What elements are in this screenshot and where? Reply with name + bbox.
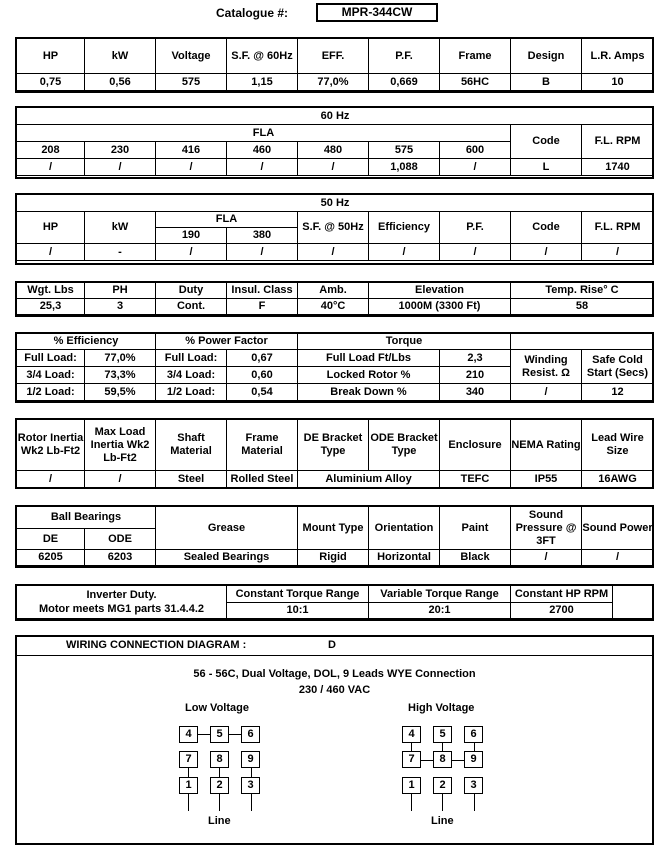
insul-class-value: F (227, 299, 298, 315)
hz50-kw-header: kW (85, 212, 156, 244)
hz50-value: / (227, 244, 298, 261)
hz60-code-header: Code (511, 125, 582, 159)
ode-bearing-header: ODE (85, 529, 156, 550)
inverter-mg1-note: Motor meets MG1 parts 31.4.4.2 (38, 603, 205, 615)
performance-table (16, 333, 654, 401)
pf-34-label: 3/4 Load: (156, 367, 227, 384)
design-header: Design (511, 39, 582, 74)
constant-hp-header: Constant HP RPM (511, 586, 613, 603)
hz50-table (16, 194, 654, 261)
ball-bearings-header: Ball Bearings (17, 507, 156, 529)
torque-full-label: Full Load Ft/Lbs (298, 350, 440, 367)
eff-34-label: 3/4 Load: (17, 367, 85, 384)
power-factor-header: % Power Factor (156, 334, 298, 350)
inverter-duty-note (17, 586, 227, 619)
hz60-table (16, 107, 654, 176)
hz50-pf-header: P.F. (440, 212, 511, 244)
high-line-label: Line (431, 815, 454, 827)
low-terminal-8: 8 (210, 751, 229, 768)
eff-full-value: 77,0% (85, 350, 156, 367)
hz50-value: / (582, 244, 654, 261)
wiring-diagram-code: D (328, 639, 336, 651)
hz50-value: / (156, 244, 227, 261)
hz50-value: - (85, 244, 156, 261)
eff-half-value: 59,5% (85, 384, 156, 401)
hz50-value: / (298, 244, 369, 261)
low-terminal-7: 7 (179, 751, 198, 768)
sound-power-value: / (582, 550, 654, 566)
break-down-label: Break Down % (298, 384, 440, 401)
wiring-voltage: 230 / 460 VAC (298, 684, 371, 696)
hp-value: 0,75 (17, 74, 85, 91)
bearings-table (16, 506, 654, 566)
high-terminal-1: 1 (402, 777, 421, 794)
sf60-value: 1,15 (227, 74, 298, 91)
low-link-5-6 (229, 734, 241, 735)
catalogue-number: MPR-344CW (316, 3, 438, 22)
max-load-inertia-header: Max Load Inertia Wk2 Lb-Ft2 (85, 420, 156, 471)
hz60-fla-value: / (85, 159, 156, 176)
hz60-voltage: 460 (227, 142, 298, 159)
hz50-value: / (17, 244, 85, 261)
phase-header: PH (85, 283, 156, 299)
orientation-value: Horizontal (369, 550, 440, 566)
high-terminal-3: 3 (464, 777, 483, 794)
hz50-value: / (369, 244, 440, 261)
locked-rotor-label: Locked Rotor % (298, 367, 440, 384)
pf-half-value: 0,54 (227, 384, 298, 401)
hz50-rpm-header: F.L. RPM (582, 212, 654, 244)
enclosure-header: Enclosure (440, 420, 511, 471)
lead-wire-value: 16AWG (582, 471, 654, 488)
de-bearing-header: DE (17, 529, 85, 550)
hz50-voltage-190: 190 (156, 228, 227, 244)
torque-full-value: 2,3 (440, 350, 511, 367)
low-terminal-1: 1 (179, 777, 198, 794)
duty-value: Cont. (156, 299, 227, 315)
elevation-value: 1000M (3300 Ft) (369, 299, 511, 315)
high-terminal-7: 7 (402, 751, 421, 768)
insul-class-header: Insul. Class (227, 283, 298, 299)
high-voltage-label: High Voltage (408, 702, 475, 714)
eff-full-label: Full Load: (17, 350, 85, 367)
enclosure-value: TEFC (440, 471, 511, 488)
hz60-fla-value: / (17, 159, 85, 176)
frame-material-value: Rolled Steel (227, 471, 298, 488)
hz60-fla-value: 1,088 (369, 159, 440, 176)
max-load-inertia-value: / (85, 471, 156, 488)
winding-resist-label: Winding Resist. Ω (511, 350, 582, 384)
hz60-rpm-value: 1740 (582, 159, 654, 176)
hz60-voltage: 600 (440, 142, 511, 159)
paint-value: Black (440, 550, 511, 566)
wiring-title-divider (16, 655, 653, 656)
variable-torque-header: Variable Torque Range (369, 586, 511, 603)
high-terminal-9: 9 (464, 751, 483, 768)
hz60-voltage: 480 (298, 142, 369, 159)
break-down-value: 340 (440, 384, 511, 401)
kw-header: kW (85, 39, 156, 74)
nema-rating-header: NEMA Rating (511, 420, 582, 471)
winding-resist-value: / (511, 384, 582, 401)
low-terminal-6: 6 (241, 726, 260, 743)
temp-rise-header: Temp. Rise° C (511, 283, 654, 299)
hz60-voltage: 575 (369, 142, 440, 159)
torque-header: Torque (298, 334, 511, 350)
sound-power-header: Sound Power (582, 507, 654, 550)
low-line-lead-2 (219, 793, 220, 811)
temp-rise-value: 58 (511, 299, 654, 315)
hz60-fla-header: FLA (17, 125, 511, 142)
kw-value: 0,56 (85, 74, 156, 91)
orientation-header: Orientation (369, 507, 440, 550)
hp-header: HP (17, 39, 85, 74)
hz60-voltage: 416 (156, 142, 227, 159)
hz50-fla-header: FLA (156, 212, 298, 228)
eff-header: EFF. (298, 39, 369, 74)
high-line-lead-1 (411, 793, 412, 811)
high-terminal-6: 6 (464, 726, 483, 743)
locked-rotor-value: 210 (440, 367, 511, 384)
grease-header: Grease (156, 507, 298, 550)
hz60-voltage: 208 (17, 142, 85, 159)
sound-pressure-value: / (511, 550, 582, 566)
shaft-material-value: Steel (156, 471, 227, 488)
voltage-value: 575 (156, 74, 227, 91)
de-bracket-header: DE Bracket Type (298, 420, 369, 471)
high-terminal-5: 5 (433, 726, 452, 743)
frame-material-header: Frame Material (227, 420, 298, 471)
voltage-header: Voltage (156, 39, 227, 74)
hz60-voltage: 230 (85, 142, 156, 159)
efficiency-header: % Efficiency (17, 334, 156, 350)
ratings-table (16, 38, 654, 91)
wiring-subtitle: 56 - 56C, Dual Voltage, DOL, 9 Leads WYE Connection (193, 668, 476, 680)
hz50-code-header: Code (511, 212, 582, 244)
bracket-value: Aluminium Alloy (298, 471, 440, 488)
pf-header: P.F. (369, 39, 440, 74)
shaft-material-header: Shaft Material (156, 420, 227, 471)
eff-half-label: 1/2 Load: (17, 384, 85, 401)
constant-torque-value: 10:1 (227, 603, 369, 619)
performance-blank (511, 334, 654, 350)
high-line-lead-2 (442, 793, 443, 811)
hz50-hp-header: HP (17, 212, 85, 244)
pf-value: 0,669 (369, 74, 440, 91)
mechanical-table (16, 419, 654, 488)
ambient-value: 40°C (298, 299, 369, 315)
hz60-fla-value: / (298, 159, 369, 176)
ode-bracket-header: ODE Bracket Type (369, 420, 440, 471)
hz60-rpm-header: F.L. RPM (582, 125, 654, 159)
constant-hp-value: 2700 (511, 603, 613, 619)
low-terminal-5: 5 (210, 726, 229, 743)
high-terminal-2: 2 (433, 777, 452, 794)
low-line-label: Line (208, 815, 231, 827)
grease-value: Sealed Bearings (156, 550, 298, 566)
hz60-fla-value: / (227, 159, 298, 176)
sf60-header: S.F. @ 60Hz (227, 39, 298, 74)
pf-half-label: 1/2 Load: (156, 384, 227, 401)
wiring-title: WIRING CONNECTION DIAGRAM : (66, 639, 247, 651)
inverter-duty-title: Inverter Duty. (86, 589, 157, 601)
low-line-lead-1 (188, 793, 189, 811)
hz50-sf-header: S.F. @ 50Hz (298, 212, 369, 244)
paint-header: Paint (440, 507, 511, 550)
pf-34-value: 0,60 (227, 367, 298, 384)
pf-full-value: 0,67 (227, 350, 298, 367)
hz60-code-value: L (511, 159, 582, 176)
low-line-lead-3 (251, 793, 252, 811)
hz50-title: 50 Hz (17, 195, 654, 212)
safe-cold-start-label: Safe Cold Start (Secs) (582, 350, 654, 384)
hz60-title: 60 Hz (17, 108, 654, 125)
hz50-eff-header: Efficiency (369, 212, 440, 244)
inverter-table (16, 585, 654, 619)
rotor-inertia-value: / (17, 471, 85, 488)
design-value: B (511, 74, 582, 91)
low-terminal-4: 4 (179, 726, 198, 743)
high-link-7-8 (421, 760, 433, 761)
nema-rating-value: IP55 (511, 471, 582, 488)
high-link-8-9 (452, 760, 464, 761)
elevation-header: Elevation (369, 283, 511, 299)
lr-amps-value: 10 (582, 74, 654, 91)
rotor-inertia-header: Rotor Inertia Wk2 Lb-Ft2 (17, 420, 85, 471)
hz50-voltage-380: 380 (227, 228, 298, 244)
mount-type-value: Rigid (298, 550, 369, 566)
duty-header: Duty (156, 283, 227, 299)
low-terminal-3: 3 (241, 777, 260, 794)
low-terminal-2: 2 (210, 777, 229, 794)
wiring-section (15, 635, 654, 845)
lead-wire-header: Lead Wire Size (582, 420, 654, 471)
eff-34-value: 73,3% (85, 367, 156, 384)
frame-value: 56HC (440, 74, 511, 91)
weight-value: 25,3 (17, 299, 85, 315)
lr-amps-header: L.R. Amps (582, 39, 654, 74)
low-voltage-label: Low Voltage (185, 702, 249, 714)
safe-cold-start-value: 12 (582, 384, 654, 401)
hz60-fla-value: / (440, 159, 511, 176)
pf-full-label: Full Load: (156, 350, 227, 367)
general-table (16, 282, 654, 315)
catalogue-label: Catalogue #: (216, 6, 289, 20)
mount-type-header: Mount Type (298, 507, 369, 550)
sound-pressure-header: Sound Pressure @ 3FT (511, 507, 582, 550)
low-link-4-5 (198, 734, 210, 735)
phase-value: 3 (85, 299, 156, 315)
frame-header: Frame (440, 39, 511, 74)
high-line-lead-3 (474, 793, 475, 811)
inverter-blank (613, 586, 654, 619)
hz60-fla-value: / (156, 159, 227, 176)
high-terminal-4: 4 (402, 726, 421, 743)
constant-torque-header: Constant Torque Range (227, 586, 369, 603)
low-terminal-9: 9 (241, 751, 260, 768)
variable-torque-value: 20:1 (369, 603, 511, 619)
ode-bearing-value: 6203 (85, 550, 156, 566)
hz50-value: / (440, 244, 511, 261)
hz50-value: / (511, 244, 582, 261)
weight-header: Wgt. Lbs (17, 283, 85, 299)
eff-value: 77,0% (298, 74, 369, 91)
ambient-header: Amb. (298, 283, 369, 299)
de-bearing-value: 6205 (17, 550, 85, 566)
high-terminal-8: 8 (433, 751, 452, 768)
